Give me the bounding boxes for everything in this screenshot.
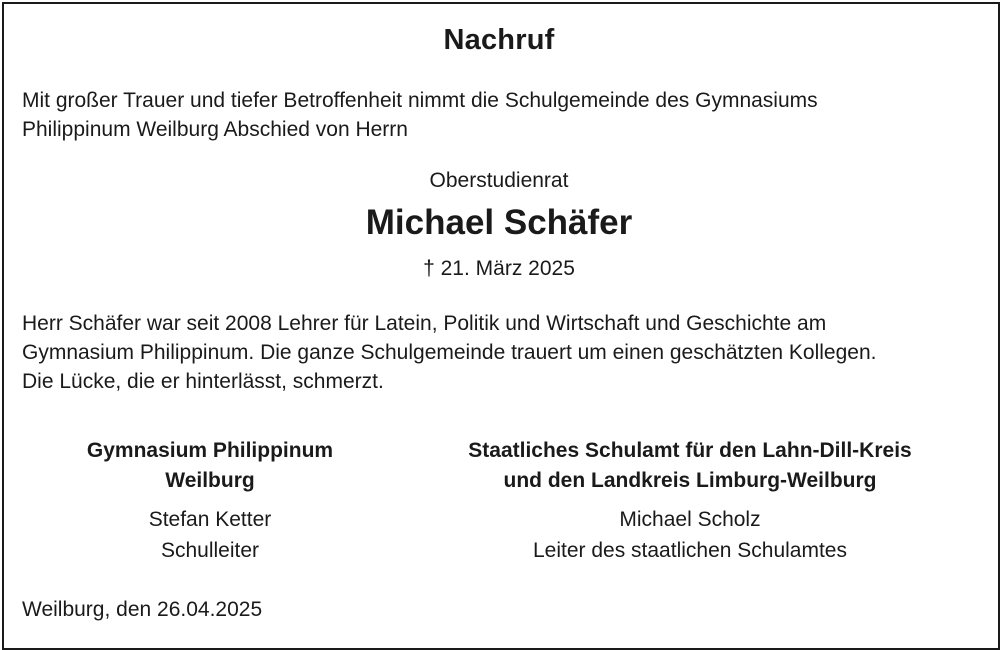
organization-line: Weilburg xyxy=(165,469,255,492)
signature-organization xyxy=(420,436,960,496)
body-paragraph xyxy=(22,309,987,396)
intro-line: Philippinum Weilburg Abschied von Herrn xyxy=(22,118,408,141)
intro-line: Mit großer Trauer und tiefer Betroffenheit nimmt die Schulgemeinde des Gymnasiums xyxy=(22,89,818,112)
organization-line: Staatliches Schulamt für den Lahn-Dill-Kreis xyxy=(468,439,912,462)
signature-organization xyxy=(20,436,400,496)
notice-title: Nachruf xyxy=(443,24,555,56)
signatory xyxy=(420,504,960,566)
signatory xyxy=(20,504,400,566)
body-line: Gymnasium Philippinum. Die ganze Schulgemeinde trauert um einen geschätzten Kollegen. xyxy=(22,341,877,364)
deceased-rank: Oberstudienrat xyxy=(429,169,569,192)
signatory-role: Leiter des staatlichen Schulamtes xyxy=(532,539,847,562)
signatory-name: Michael Scholz xyxy=(619,508,761,531)
signature-school-authority xyxy=(420,436,960,566)
body-line: Herr Schäfer war seit 2008 Lehrer für Latein, Politik und Wirtschaft und Geschichte am xyxy=(22,312,827,335)
death-date: † 21. März 2025 xyxy=(423,257,575,280)
signature-school xyxy=(20,436,400,566)
place-and-date: Weilburg, den 26.04.2025 xyxy=(22,598,263,621)
body-line: Die Lücke, die er hinterlässt, schmerzt. xyxy=(22,370,384,393)
organization-line: Gymnasium Philippinum xyxy=(86,439,334,462)
organization-line: und den Landkreis Limburg-Weilburg xyxy=(503,469,877,492)
deceased-name: Michael Schäfer xyxy=(365,203,633,242)
signatory-role: Schulleiter xyxy=(160,539,260,562)
signatory-name: Stefan Ketter xyxy=(148,508,272,531)
intro-paragraph xyxy=(22,86,982,144)
